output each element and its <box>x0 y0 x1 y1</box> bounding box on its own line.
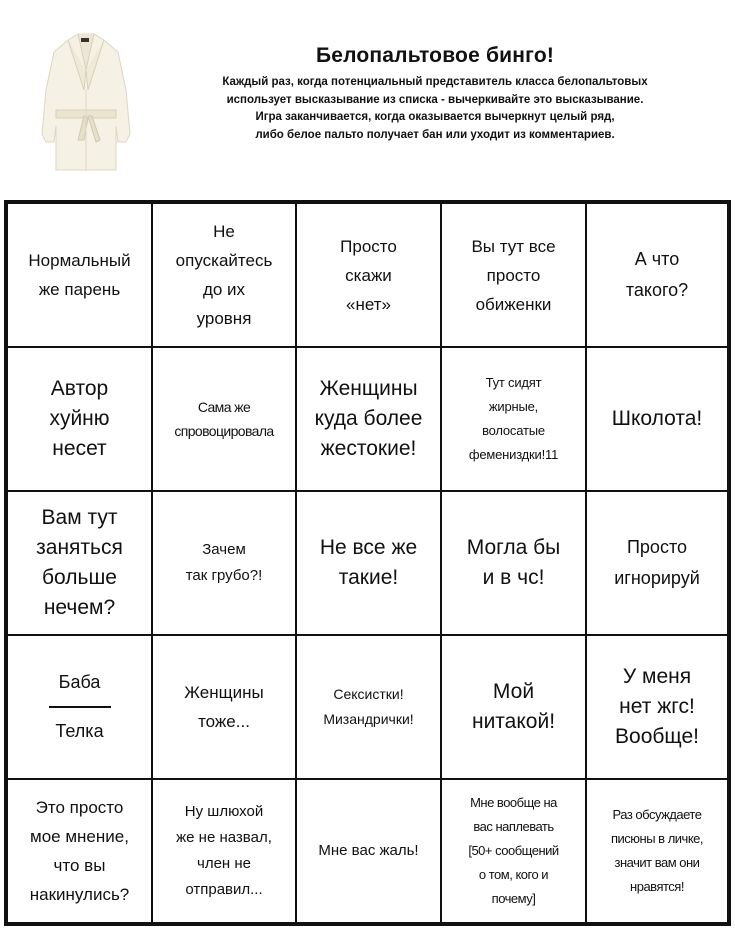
bingo-cell[interactable] <box>441 203 586 347</box>
cell-text: Мне вас жаль! <box>318 842 419 859</box>
bingo-cell[interactable] <box>296 491 441 635</box>
bingo-cell[interactable] <box>586 347 728 491</box>
cell-text: Просто скажи «нет» <box>340 236 397 314</box>
rules-line: использует высказывание из списка - вычеркивайте это высказывание. <box>226 93 644 106</box>
cell-text: А что такого? <box>625 249 689 300</box>
cell-text: Вам тут заняться больше нечем? <box>36 506 123 619</box>
cell-text-bottom: Телка <box>55 721 104 741</box>
cell-text: Женщины куда более жестокие! <box>314 377 423 460</box>
bingo-cell[interactable] <box>586 203 728 347</box>
bingo-cell[interactable] <box>152 491 296 635</box>
divider-line <box>49 706 111 708</box>
bingo-cell[interactable] <box>586 491 728 635</box>
rules-line: Игра заканчивается, когда оказывается вычеркнут целый ряд, <box>255 111 615 123</box>
cell-text: Раз обсуждаете писюны в личке, значит вам они нравятся! <box>611 807 703 894</box>
cell-text: Мне вообще на вас наплевать [50+ сообщений о том, кого и почему] <box>468 795 559 906</box>
cell-text: Мой нитакой! <box>471 680 556 733</box>
bingo-cell[interactable] <box>296 779 441 923</box>
cell-text: Женщины тоже... <box>184 683 264 731</box>
rules-description <box>145 74 725 144</box>
cell-text: Просто игнорируй <box>614 537 700 588</box>
white-coat-image <box>38 30 134 172</box>
bingo-cell[interactable] <box>441 347 586 491</box>
cell-text: Сексистки! Мизандрички! <box>323 686 414 727</box>
bingo-cell[interactable] <box>7 203 152 347</box>
cell-text: Нормальный же парень <box>28 251 131 299</box>
bingo-cell[interactable] <box>152 347 296 491</box>
rules-line: Каждый раз, когда потенциальный представитель класса белопальтовых <box>222 76 648 88</box>
page-title: Белопальтовое бинго! <box>315 44 555 67</box>
cell-text: Зачем так грубо?! <box>185 541 263 584</box>
bingo-cell[interactable] <box>441 779 586 923</box>
bingo-cell[interactable] <box>296 635 441 779</box>
bingo-cell[interactable] <box>152 779 296 923</box>
bingo-cell[interactable] <box>152 635 296 779</box>
cell-split <box>49 667 111 747</box>
bingo-cell[interactable] <box>586 779 728 923</box>
cell-text-top: Баба <box>58 672 101 692</box>
bingo-cell[interactable] <box>7 779 152 923</box>
cell-text: Не все же такие! <box>319 536 418 589</box>
cell-text: Тут сидят жирные, волосатые фемениздки!11 <box>468 375 559 462</box>
bingo-cell[interactable] <box>586 635 728 779</box>
bingo-cell[interactable] <box>296 203 441 347</box>
bingo-cell[interactable] <box>296 347 441 491</box>
cell-text: У меня нет жгс! Вообще! <box>615 665 699 748</box>
cell-text: Могла бы и в чс! <box>466 536 561 589</box>
cell-text: Вы тут все просто обиженки <box>471 236 556 314</box>
header <box>0 0 735 200</box>
cell-text: Школота! <box>611 407 703 430</box>
cell-text: Автор хуйню несет <box>49 377 110 460</box>
cell-text: Сама же спровоцировала <box>174 399 274 439</box>
bingo-cell[interactable] <box>441 491 586 635</box>
cell-text: Не опускайтесь до их уровня <box>175 222 273 328</box>
bingo-cell[interactable] <box>441 635 586 779</box>
bingo-cell[interactable] <box>7 491 152 635</box>
bingo-cell[interactable] <box>152 203 296 347</box>
cell-text: Это просто мое мнение, что вы накинулись? <box>29 798 130 904</box>
bingo-cell[interactable] <box>7 347 152 491</box>
rules-line: либо белое пальто получает бан или уходит из комментариев. <box>255 128 615 141</box>
cell-text: Ну шлюхой же не назвал, член не отправил... <box>176 803 272 898</box>
bingo-grid <box>4 200 731 926</box>
bingo-cell[interactable] <box>7 635 152 779</box>
